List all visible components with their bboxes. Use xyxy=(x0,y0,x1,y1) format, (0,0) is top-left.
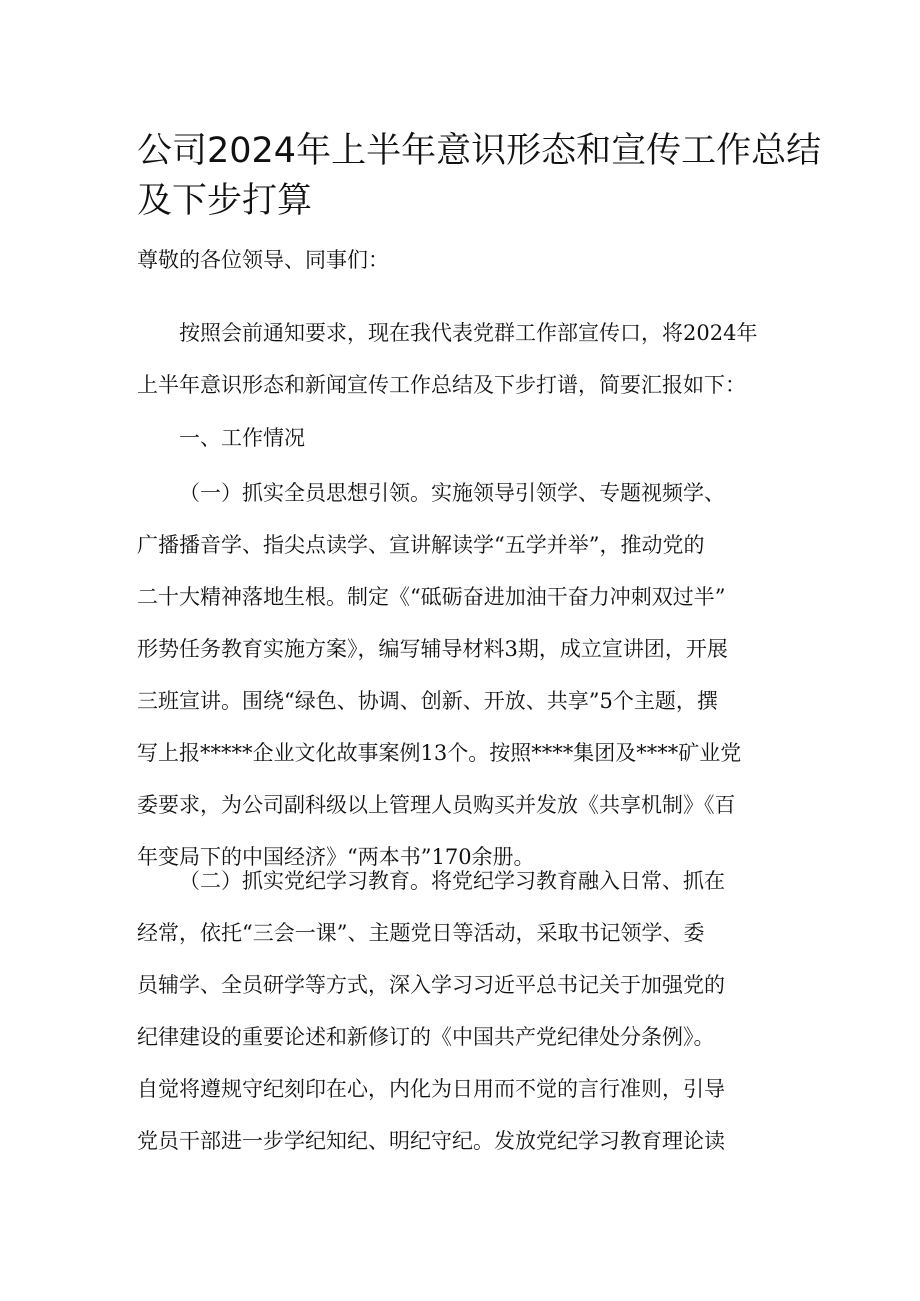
text-line: 三班宣讲。围绕“绿色、协调、创新、开放、共享”5个主题，撰 xyxy=(137,689,718,713)
text-line: 经常，依托“三会一课”、主题党日等活动，采取书记领学、委 xyxy=(137,921,705,945)
text-line: 自觉将遵规守纪刻印在心，内化为日用而不觉的言行准则，引导 xyxy=(137,1077,725,1101)
text-line: 党员干部进一步学纪知纪、明纪守纪。发放党纪学习教育理论读 xyxy=(137,1129,725,1153)
text-line: 二十大精神落地生根。制定《“砥砺奋进加油干奋力冲刺双过半” xyxy=(137,585,726,609)
paragraph-discipline-education xyxy=(137,855,797,1167)
greeting: 尊敬的各位领导、同事们： xyxy=(137,248,389,272)
section-heading-text: 一、工作情况 xyxy=(179,426,305,450)
text-line: 广播播音学、指尖点读学、宣讲解读学“五学并举”，推动党的 xyxy=(137,533,705,557)
text-line: 按照会前通知要求，现在我代表党群工作部宣传口，将2024年 xyxy=(179,321,758,345)
text-line: （一）抓实全员思想引领。实施领导引领学、专题视频学、 xyxy=(179,481,725,505)
text-line: 纪律建设的重要论述和新修订的《中国共产党纪律处分条例》。 xyxy=(137,1025,715,1049)
section-heading xyxy=(137,412,797,464)
text-line: 委要求，为公司副科级以上管理人员购买并发放《共享机制》《百 xyxy=(137,793,736,817)
text-line: 形势任务教育实施方案》，编写辅导材料3期，成立宣讲团，开展 xyxy=(137,637,728,661)
title-line: 公司2024年上半年意识形态和宣传工作总结 xyxy=(137,131,822,171)
text-line: 写上报*****企业文化故事案例13个。按照****集团及****矿业党 xyxy=(137,741,742,765)
document-title xyxy=(137,126,822,226)
text-line: 员辅学、全员研学等方式，深入学习习近平总书记关于加强党的 xyxy=(137,973,725,997)
text-line: 年变局下的中国经济》“两本书”170余册。 xyxy=(137,845,535,869)
text-line: （二）抓实党纪学习教育。将党纪学习教育融入日常、抓在 xyxy=(179,869,725,893)
text-line: 上半年意识形态和新闻宣传工作总结及下步打谱，简要汇报如下： xyxy=(137,373,746,397)
intro-paragraph xyxy=(137,307,797,411)
paragraph-thought-guidance xyxy=(137,467,797,883)
title-line: 及下步打算 xyxy=(137,181,313,221)
